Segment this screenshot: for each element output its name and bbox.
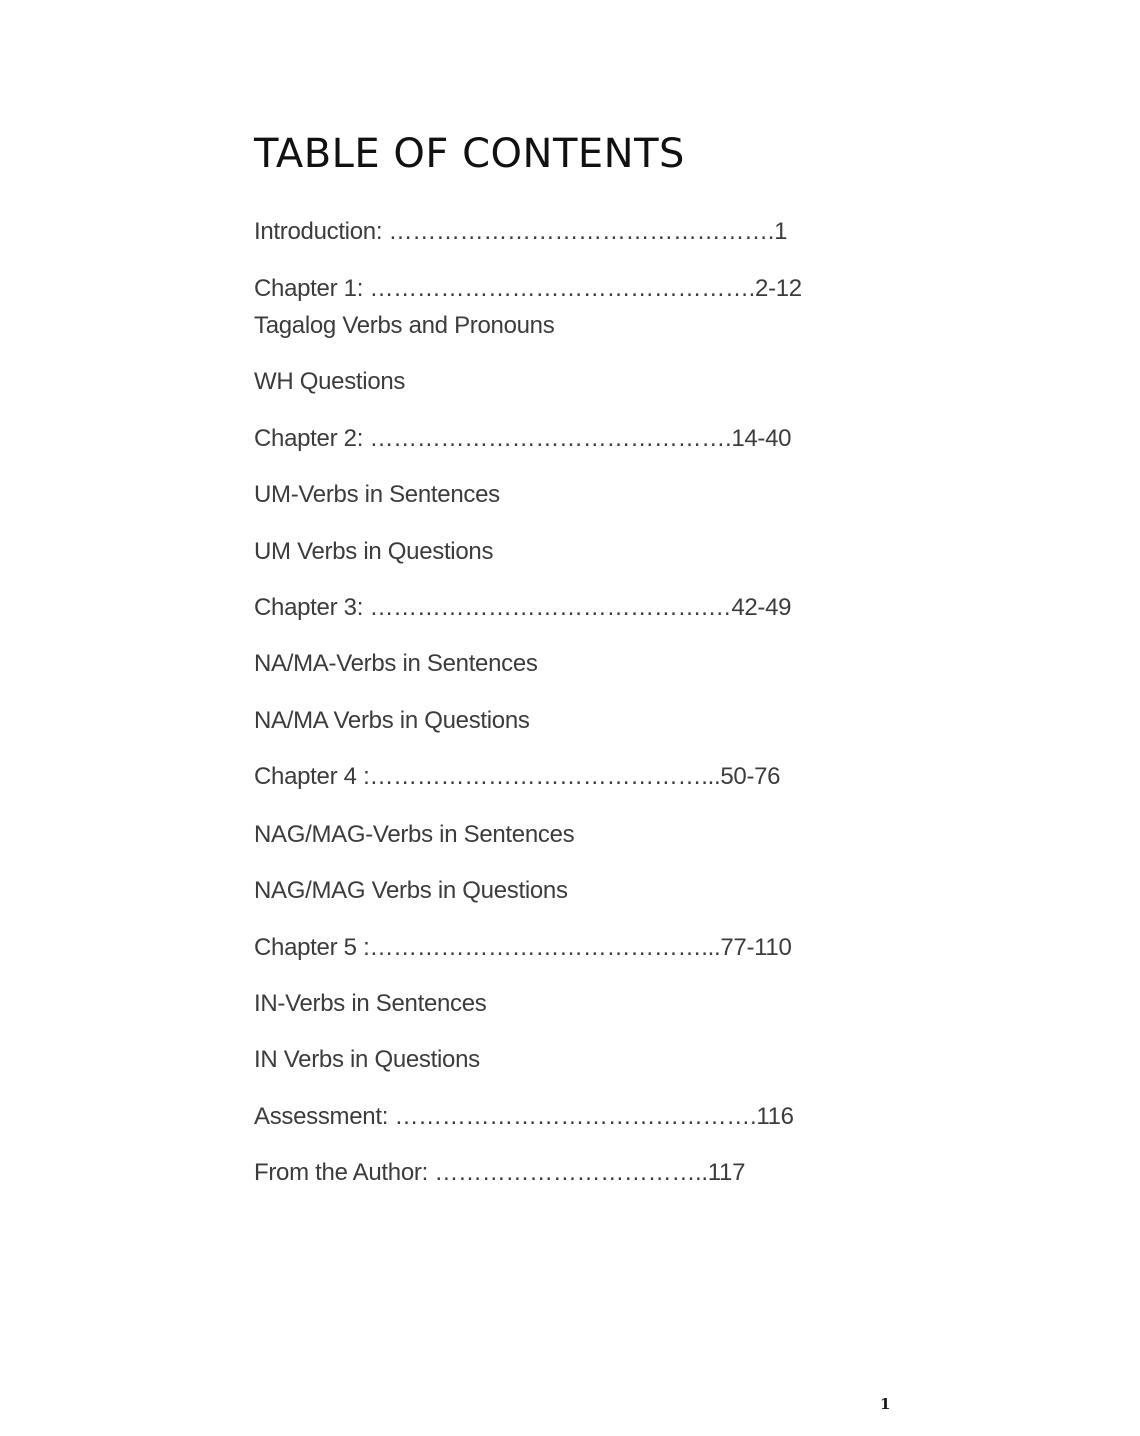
toc-dot-leader: :……………………………………... (356, 763, 721, 790)
toc-entry-label: NA/MA Verbs in Questions (254, 707, 530, 734)
toc-entry-pages: 116 (756, 1103, 794, 1130)
toc-entry-pages: 42-49 (731, 594, 792, 621)
toc-entry-label: Assessment: (254, 1103, 389, 1130)
toc-entry-chapter-3 (254, 593, 791, 623)
toc-entry-label: Chapter 4 (254, 763, 357, 790)
toc-entry-chapter-4 (254, 762, 780, 792)
toc-entry-label: Introduction: (254, 218, 383, 245)
toc-entry-chapter-2 (254, 424, 791, 454)
toc-dot-leader: …………………………….. (427, 1159, 708, 1186)
toc-entry-introduction (254, 217, 787, 247)
toc-entry-pages: 2-12 (755, 275, 802, 302)
toc-dot-leader: …………………………………………. (382, 218, 775, 245)
toc-dot-leader: …………………………………………. (363, 275, 756, 302)
toc-subentry (254, 480, 500, 510)
toc-entry-from-the-author (254, 1158, 745, 1188)
toc-subentry (254, 1045, 480, 1075)
toc-entry-label: Chapter 2: (254, 425, 364, 452)
toc-subentry (254, 649, 538, 679)
toc-entry-label: Chapter 1: (254, 275, 364, 302)
toc-entry-pages: 117 (707, 1159, 746, 1186)
toc-dot-leader: :……………………………………... (356, 934, 721, 961)
toc-entry-pages: 1 (774, 218, 788, 245)
toc-entry-label: UM Verbs in Questions (254, 538, 494, 565)
toc-entry-label: IN Verbs in Questions (254, 1046, 480, 1073)
toc-entry-label: Chapter 3: (254, 594, 364, 621)
toc-dot-leader: ………………………………………. (363, 425, 732, 452)
toc-subentry (254, 311, 554, 341)
toc-subentry (254, 367, 405, 397)
toc-entry-label: NAG/MAG Verbs in Questions (254, 877, 568, 904)
toc-entry-pages: 50-76 (720, 763, 781, 790)
toc-dot-leader: ………………………………………. (388, 1103, 757, 1130)
toc-entry-label: UM-Verbs in Sentences (254, 481, 500, 508)
toc-subentry (254, 706, 530, 736)
page-title: TABLE OF CONTENTS (254, 131, 685, 177)
toc-entry-pages: 77-110 (720, 934, 792, 961)
toc-dot-leader: …………………………………….… (363, 594, 732, 621)
toc-subentry (254, 989, 487, 1019)
toc-entry-label: NAG/MAG-Verbs in Sentences (254, 821, 575, 848)
toc-subentry (254, 876, 568, 906)
toc-entry-label: From the Author: (254, 1159, 428, 1186)
toc-entry-label: IN-Verbs in Sentences (254, 990, 487, 1017)
toc-subentry (254, 537, 493, 567)
page-number: 1 (880, 1395, 891, 1413)
toc-entry-pages: 14-40 (731, 425, 792, 452)
toc-entry-chapter-1 (254, 274, 802, 304)
toc-subentry (254, 820, 574, 850)
toc-entry-chapter-5 (254, 933, 792, 963)
toc-entry-label: NA/MA-Verbs in Sentences (254, 650, 538, 677)
toc-entry-label: WH Questions (254, 368, 406, 395)
toc-entry-label: Tagalog Verbs and Pronouns (254, 312, 555, 339)
toc-entry-label: Chapter 5 (254, 934, 357, 961)
toc-entry-assessment (254, 1102, 794, 1132)
